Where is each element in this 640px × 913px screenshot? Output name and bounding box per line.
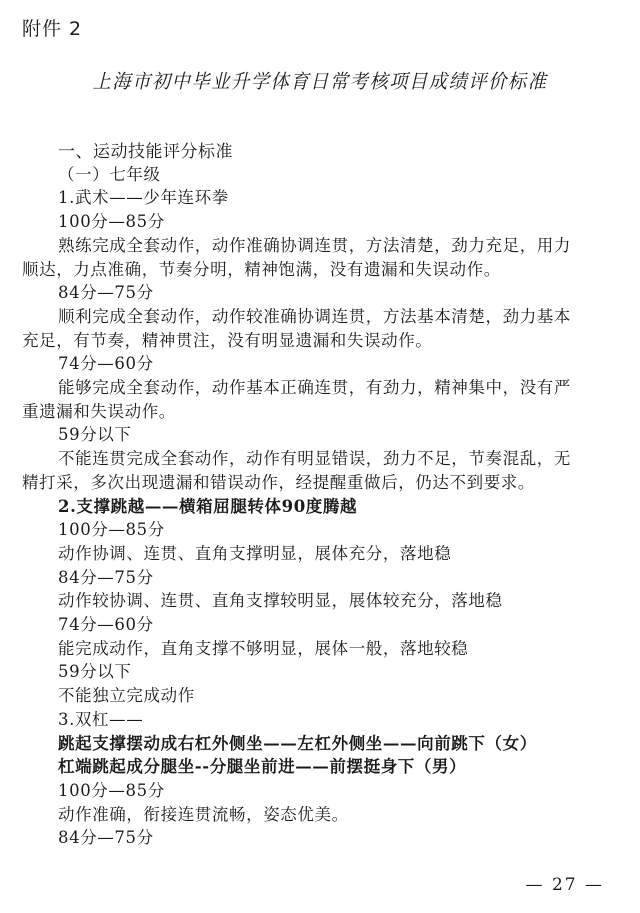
text-line: 杠端跳起成分腿坐--分腿坐前进——前摆挺身下（男） [58,757,467,777]
text-line: 充足，有节奏，精神贯注，没有明显遗漏和失误动作。 [22,330,433,350]
text-line: 74分—60分 [58,354,154,374]
text-line: 动作准确，衔接连贯流畅，姿态优美。 [58,804,349,824]
page-number: — 27 — [525,875,604,895]
text-line: 84分—75分 [58,828,154,848]
text-line: 100分—85分 [58,212,165,232]
text-line: 动作较协调、连贯、直角支撑较明显，展体较充分，落地稳 [58,591,503,611]
text-line: 74分—60分 [58,615,154,634]
text-line: 顺利完成全套动作，动作较准确协调连贯，方法基本清楚，劲力基本 [58,306,571,326]
text-line: 重遗漏和失误动作。 [22,401,176,421]
text-line: 熟练完成全套动作，动作准确协调连贯，方法清楚，劲力充足，用力 [58,235,571,255]
text-line: 顺达，力点准确，节奏分明，精神饱满，没有遗漏和失误动作。 [22,259,501,279]
text-line: 100分—85分 [58,520,165,540]
text-line: 能够完成全套动作，动作基本正确连贯，有劲力，精神集中，没有严 [58,378,571,397]
text-line: 动作协调、连贯、直角支撑明显，展体充分，落地稳 [58,543,452,563]
text-line: 84分—75分 [58,283,154,303]
document-title: 上海市初中毕业升学体育日常考核项目成绩评价标准 [92,70,548,93]
text-line: 59分以下 [58,425,132,445]
text-line: 2.支撑跳越——横箱屈腿转体90度腾越 [58,496,358,516]
text-line: 100分—85分 [58,780,165,800]
text-line: 59分以下 [58,662,132,682]
attachment-label: 附件 2 [22,18,83,40]
text-line: 不能独立完成动作 [58,686,195,706]
text-line: （一）七年级 [58,164,161,184]
text-line: 跳起支撑摆动成右杠外侧坐——左杠外侧坐——向前跳下（女） [58,733,537,753]
text-line: 不能连贯完成全套动作，动作有明显错误，劲力不足，节奏混乱，无 [58,449,571,469]
text-line: 能完成动作，直角支撑不够明显，展体一般，落地较稳 [58,638,469,658]
text-line: 1.武术——少年连环拳 [58,188,229,208]
text-line: 一、运动技能评分标准 [58,142,233,162]
text-line: 84分—75分 [58,567,154,587]
text-line: 3.双杠—— [58,709,144,729]
text-line: 精打采，多次出现遗漏和错误动作，经提醒重做后，仍达不到要求。 [22,472,535,492]
